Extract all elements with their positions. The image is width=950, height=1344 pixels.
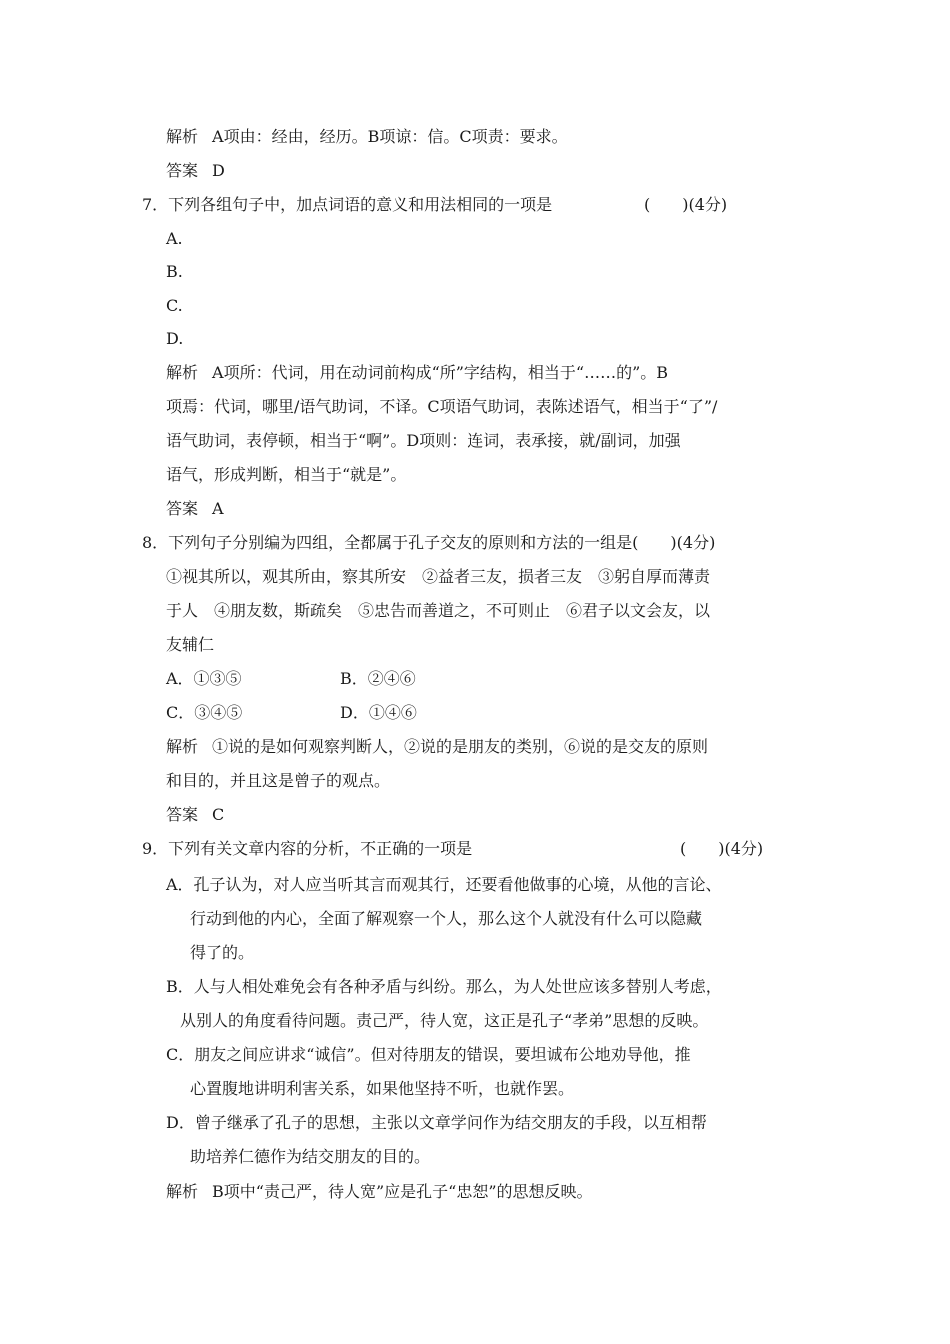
q9-option-b-line-2: 从别人的角度看待问题。责己严，待人宽，这正是孔子“孝弟”思想的反映。 (180, 1011, 709, 1030)
q8-body-line-2: 于人 ④朋友数，斯疏矣 ⑤忠告而善道之，不可则止 ⑥君子以文会友，以 (166, 601, 711, 620)
q9-option-a-line-2: 行动到他的内心，全面了解观察一个人，那么这个人就没有什么可以隐藏 (190, 909, 703, 928)
q6-answer-line (166, 161, 225, 181)
q8-stem: 8．下列句子分别编为四组，全都属于孔子交友的原则和方法的一组是( )(4分) (142, 533, 716, 552)
q7-option-d: D. (166, 329, 184, 348)
answer-label: 答案 (166, 161, 199, 180)
q8-option-a: A．①③⑤ (166, 669, 242, 688)
q8-option-d: D．①④⑥ (340, 703, 417, 722)
q7-analysis-line-1 (166, 363, 668, 383)
q9-option-c-line-2: 心置腹地讲明利害关系，如果他坚持不听，也就作罢。 (190, 1079, 575, 1098)
q7-stem: 7．下列各组句子中，加点词语的意义和用法相同的一项是 (142, 195, 553, 214)
q9-option-c-line-1: C．朋友之间应讲求“诚信”。但对待朋友的错误，要坦诚布公地劝导他，推 (166, 1045, 691, 1064)
q6-analysis-line (166, 127, 568, 147)
q7-answer-line (166, 499, 224, 519)
q9-stem: 9．下列有关文章内容的分析，不正确的一项是 (142, 839, 473, 858)
q7-option-c: C. (166, 296, 183, 315)
answer-label: 答案 (166, 805, 199, 824)
q9-option-a-line-3: 得了的。 (190, 943, 255, 962)
q9-answer-paren: ( )(4分) (680, 839, 764, 858)
q7-analysis-line-3: 语气助词，表停顿，相当于“啊”。D项则：连词，表承接，就/副词，加强 (166, 431, 681, 450)
q7-analysis-line-2: 项焉：代词，哪里/语气助词，不译。C项语气助词，表陈述语气，相当于“了”/ (166, 397, 718, 416)
q9-option-d-line-1: D．曾子继承了孔子的思想，主张以文章学问作为结交朋友的手段，以互相帮 (166, 1113, 707, 1132)
q7-option-b: B. (166, 262, 183, 281)
q7-analysis-text-1: A项所：代词，用在动词前构成“所”字结构，相当于“……的”。B (212, 363, 669, 382)
q7-answer-paren: ( )(4分) (644, 195, 728, 214)
analysis-label: 解析 (166, 1182, 199, 1201)
q7-answer-value: A (212, 499, 224, 518)
q9-option-d-line-2: 助培养仁德作为结交朋友的目的。 (190, 1147, 431, 1166)
q8-option-c: C．③④⑤ (166, 703, 243, 722)
analysis-label: 解析 (166, 127, 199, 146)
q8-analysis-line-2: 和目的，并且这是曾子的观点。 (166, 771, 391, 790)
q7-analysis-line-4: 语气，形成判断，相当于“就是”。 (166, 465, 407, 484)
analysis-label: 解析 (166, 363, 199, 382)
q8-analysis-text-1: ①说的是如何观察判断人，②说的是朋友的类别，⑥说的是交友的原则 (212, 737, 709, 756)
q8-answer-value: C (212, 805, 225, 824)
q8-option-b: B．②④⑥ (340, 669, 416, 688)
q8-answer-line (166, 805, 224, 825)
q7-option-a: A. (166, 229, 183, 248)
answer-label: 答案 (166, 499, 199, 518)
q6-answer-value: D (212, 161, 225, 180)
q8-body-line-3: 友辅仁 (166, 635, 215, 654)
q8-analysis-line-1 (166, 737, 708, 757)
q9-analysis-line (166, 1182, 593, 1202)
q9-option-a-line-1: A．孔子认为，对人应当听其言而观其行，还要看他做事的心境，从他的言论、 (166, 875, 722, 894)
analysis-label: 解析 (166, 737, 199, 756)
q9-analysis-text: B项中“责己严，待人宽”应是孔子“忠恕”的思想反映。 (212, 1182, 593, 1201)
q8-body-line-1: ①视其所以，观其所由，察其所安 ②益者三友，损者三友 ③躬自厚而薄责 (166, 567, 711, 586)
q9-option-b-line-1: B．人与人相处难免会有各种矛盾与纠纷。那么，为人处世应该多替别人考虑， (166, 977, 722, 996)
q6-analysis-text: A项由：经由，经历。B项谅：信。C项责：要求。 (212, 127, 568, 146)
